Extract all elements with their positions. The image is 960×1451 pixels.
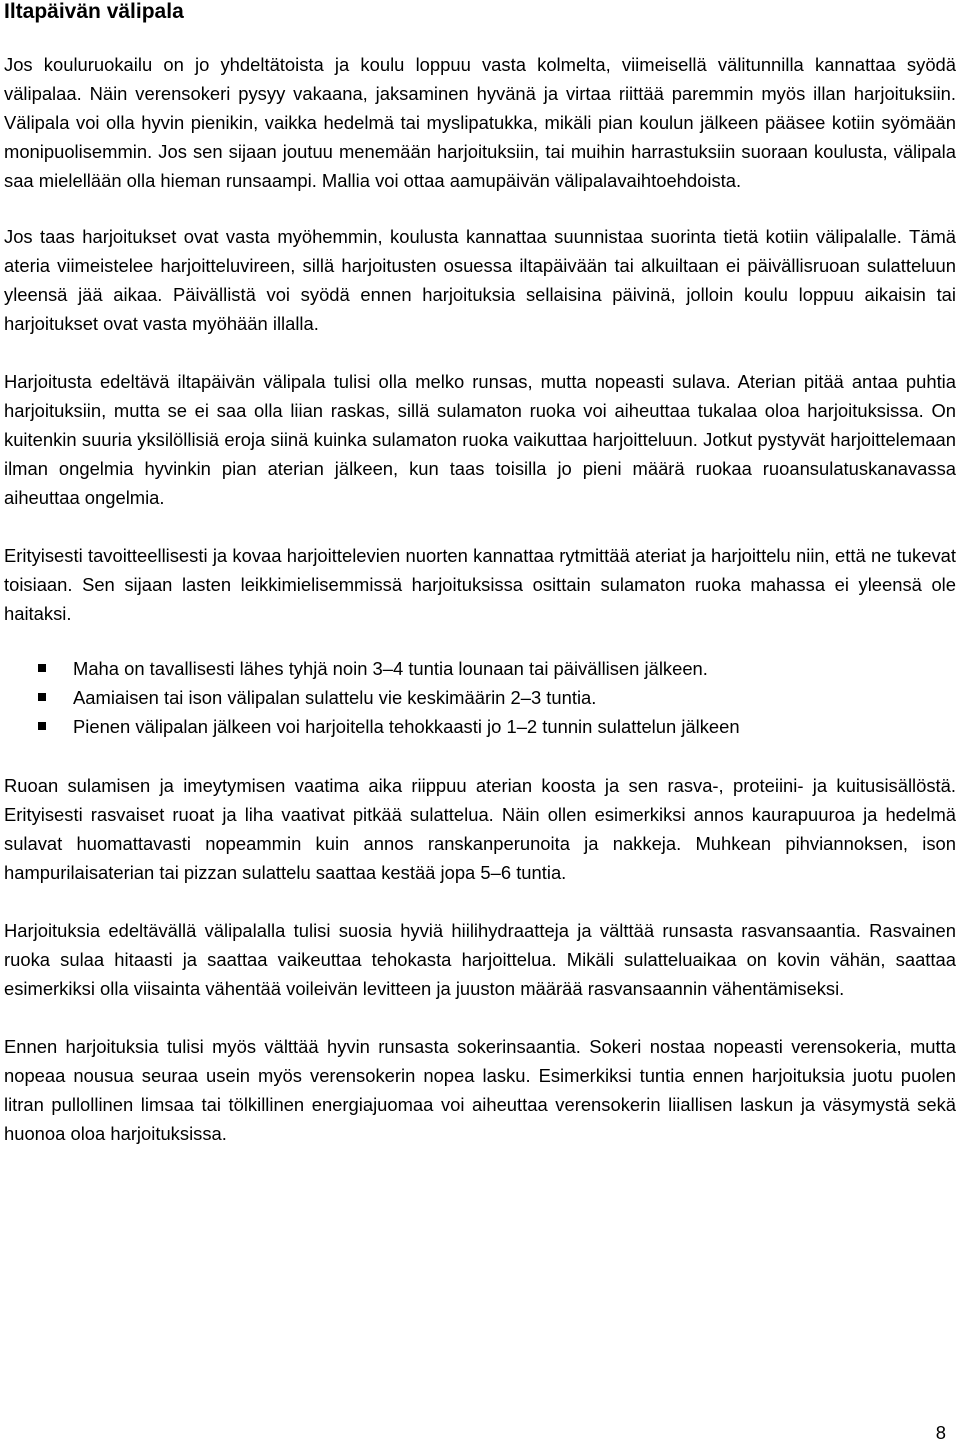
page-number: 8	[935, 1422, 946, 1443]
list-item-text: Maha on tavallisesti lähes tyhjä noin 3–4 tuntia lounaan tai päivällisen jälkeen.	[73, 658, 708, 679]
paragraph-late-practice: Jos taas harjoitukset ovat vasta myöhemmin, koulusta kannattaa suunnistaa suorinta tietä kotiin välipalalle. Tämä ateria viimeistelee harjoitteluvireen, sillä harjoitusten osuessa iltapäivään tai alkuiltaan ei päivällisruoan sulatteluun yleensä jää aikaa. Päivällistä voi syödä ennen harjoituksia sellaisina päivinä, jolloin koulu loppuu aikaisin tai harjoitukset ovat vasta myöhään illalla.	[4, 226, 956, 334]
square-bullet-icon	[38, 722, 46, 730]
paragraph-snack-quality: Harjoitusta edeltävä iltapäivän välipala tulisi olla melko runsas, mutta nopeasti sulava. Aterian pitää antaa puhtia harjoituksiin, mutta se ei saa olla liian raskas, sillä sulamaton ruoka voi aiheuttaa tukalaa oloa harjoituksissa. On kuitenkin suuria yksilöllisiä eroja siinä kuinka sulamaton ruoka vaikuttaa harjoitteluun. Jotkut pystyvät harjoittelemaan ilman ongelmia hyvinkin pian aterian jälkeen, kun taas toisilla jo pieni määrä ruokaa ruoansulatuskanavassa aiheuttaa ongelmia.	[4, 371, 956, 508]
list-item-text: Pienen välipalan jälkeen voi harjoitella tehokkaasti jo 1–2 tunnin sulattelun jälkeen	[73, 716, 740, 737]
paragraph-timing: Erityisesti tavoitteellisesti ja kovaa harjoittelevien nuorten kannattaa rytmittää ateriat ja harjoittelu niin, että ne tukevat toisiaan. Sen sijaan lasten leikkimielisemmissä harjoituksissa osittain sulamaton ruoka mahassa ei yleensä ole haitaksi.	[4, 545, 956, 624]
list-item-text: Aamiaisen tai ison välipalan sulattelu vie keskimäärin 2–3 tuntia.	[73, 687, 597, 708]
square-bullet-icon	[38, 693, 46, 701]
square-bullet-icon	[38, 664, 46, 672]
paragraph-carbohydrates: Harjoituksia edeltävällä välipalalla tulisi suosia hyviä hiilihydraatteja ja välttää runsasta rasvansaantia. Rasvainen ruoka sulaa hitaasti ja saattaa vaikeuttaa tehokasta harjoittelua. Mikäli sulatteluaikaa on kovin vähän, saattaa esimerkiksi olla viisainta vähentää voileivän levitteen ja juuston määrää rasvansaannin vähentämiseksi.	[4, 920, 956, 999]
digestion-times-list	[4, 654, 956, 741]
page-title: Iltapäivän välipala	[4, 0, 184, 23]
list-item	[4, 712, 956, 741]
list-item	[4, 654, 956, 683]
paragraph-sugar: Ennen harjoituksia tulisi myös välttää hyvin runsasta sokerinsaantia. Sokeri nostaa nopeasti verensokeria, mutta nopeaa nousua seuraa usein myös verensokerin nopea lasku. Esimerkiksi tuntia ennen harjoituksia juotu puolen litran pullollinen limsaa tai tölkillinen energiajuomaa voi aiheuttaa verensokerin liiallisen laskun ja väsymystä sekä huonoa oloa harjoituksissa.	[4, 1036, 956, 1144]
paragraph-digestion: Ruoan sulamisen ja imeytymisen vaatima aika riippuu aterian koosta ja sen rasva-, proteiini- ja kuitusisällöstä. Erityisesti rasvaiset ruoat ja liha vaativat pitkää sulattelua. Näin ollen esimerkiksi annos kaurapuuroa ja hedelmä sulavat huomattavasti nopeammin kuin annos ranskanperunoita ja nakkeja. Muhkean pihviannoksen, ison hampurilaisaterian tai pizzan sulattelu saattaa kestää jopa 5–6 tuntia.	[4, 775, 956, 883]
list-item	[4, 683, 956, 712]
paragraph-intro: Jos kouluruokailu on jo yhdeltätoista ja koulu loppuu vasta kolmelta, viimeisellä välitunnilla kannattaa syödä välipalaa. Näin verensokeri pysyy vakaana, jaksaminen hyvänä ja virtaa riittää paremmin myös illan harjoituksiin. Välipala voi olla hyvin pienikin, vaikka hedelmä tai myslipatukka, mikäli pian koulun jälkeen pääsee kotiin syömään monipuolisemmin. Jos sen sijaan joutuu menemään harjoituksiin, tai muihin harrastuksiin suoraan koulusta, välipala saa mielellään olla hieman runsaampi. Mallia voi ottaa aamupäivän välipalavaihtoehdoista.	[4, 54, 956, 191]
